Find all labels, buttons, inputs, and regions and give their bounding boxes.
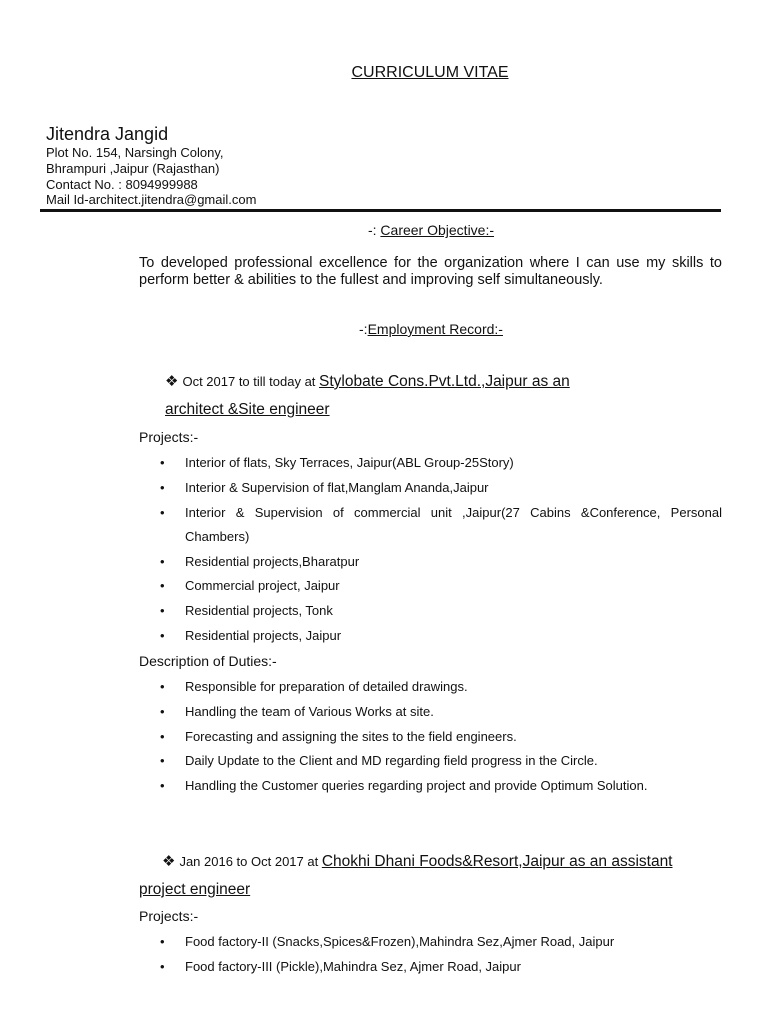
list-item: • Commercial project, Jaipur — [140, 574, 722, 599]
list-item: • Handling the Customer queries regarding project and provide Optimum Solution. — [140, 774, 722, 799]
header-divider — [40, 209, 721, 212]
employment-record-label: Employment Record:- — [367, 321, 503, 337]
job-1-duties-list — [140, 675, 722, 799]
list-item: • Interior & Supervision of flat,Manglam Ananda,Jaipur — [140, 476, 722, 501]
diamond-icon: ❖ — [162, 853, 176, 870]
career-objective-text: To developed professional excellence for the organization where I can use my skills to perform better & abilities to the fullest and improving self simultaneously. — [139, 255, 722, 288]
employment-record-prefix: -: — [359, 321, 368, 337]
job-1-duties-label: Description of Duties:- — [139, 653, 277, 669]
list-item: • Residential projects, Jaipur — [140, 624, 722, 649]
job-1-role: architect &Site engineer — [165, 401, 330, 418]
list-item: • Forecasting and assigning the sites to the field engineers. — [140, 725, 722, 750]
contact-block — [46, 145, 256, 208]
list-item: • Daily Update to the Client and MD regarding field progress in the Circle. — [140, 749, 722, 774]
career-objective-prefix: -: — [367, 222, 381, 238]
employment-record-heading — [140, 321, 722, 337]
job-1-period: Oct 2017 to till today at — [182, 374, 320, 389]
job-1-projects-list — [140, 451, 722, 649]
job-2-period: Jan 2016 to Oct 2017 at — [179, 854, 322, 869]
job-2-projects-label: Projects:- — [139, 908, 199, 924]
document-title: CURRICULUM VITAE — [351, 64, 509, 81]
list-item: • Handling the team of Various Works at site. — [140, 700, 722, 725]
email-address: Mail Id-architect.jitendra@gmail.com — [46, 192, 257, 208]
list-item: • Responsible for preparation of detailed drawings. — [140, 675, 722, 700]
list-item: • Interior of flats, Sky Terraces, Jaipur(ABL Group-25Story) — [140, 451, 722, 476]
job-1-line — [165, 372, 570, 391]
contact-number: Contact No. : 8094999988 — [46, 176, 198, 192]
diamond-icon: ❖ — [165, 373, 179, 390]
list-item: • Food factory-III (Pickle),Mahindra Sez, Ajmer Road, Jaipur — [140, 955, 722, 980]
list-item: • Food factory-II (Snacks,Spices&Frozen),Mahindra Sez,Ajmer Road, Jaipur — [140, 930, 722, 955]
job-1-company: Stylobate Cons.Pvt.Ltd.,Jaipur as an — [319, 373, 570, 390]
list-item: • Residential projects,Bharatpur — [140, 550, 722, 575]
job-2-company: Chokhi Dhani Foods&Resort,Jaipur as an assistant — [321, 853, 673, 870]
candidate-name: Jitendra Jangid — [46, 124, 169, 144]
job-2-projects-list — [140, 930, 722, 980]
list-item: • Interior & Supervision of commercial unit ,Jaipur(27 Cabins &Conference, Personal Chambers) — [140, 501, 722, 550]
job-2-role: project engineer — [139, 881, 251, 898]
address-line-1: Plot No. 154, Narsingh Colony, — [46, 145, 224, 160]
address-line-2: Bhrampuri ,Jaipur (Rajasthan) — [46, 160, 220, 176]
job-1-projects-label: Projects:- — [139, 429, 199, 445]
job-2-line — [162, 852, 673, 871]
list-item: • Residential projects, Tonk — [140, 599, 722, 624]
career-objective-label: Career Objective:- — [380, 222, 495, 238]
career-objective-heading — [140, 222, 722, 238]
